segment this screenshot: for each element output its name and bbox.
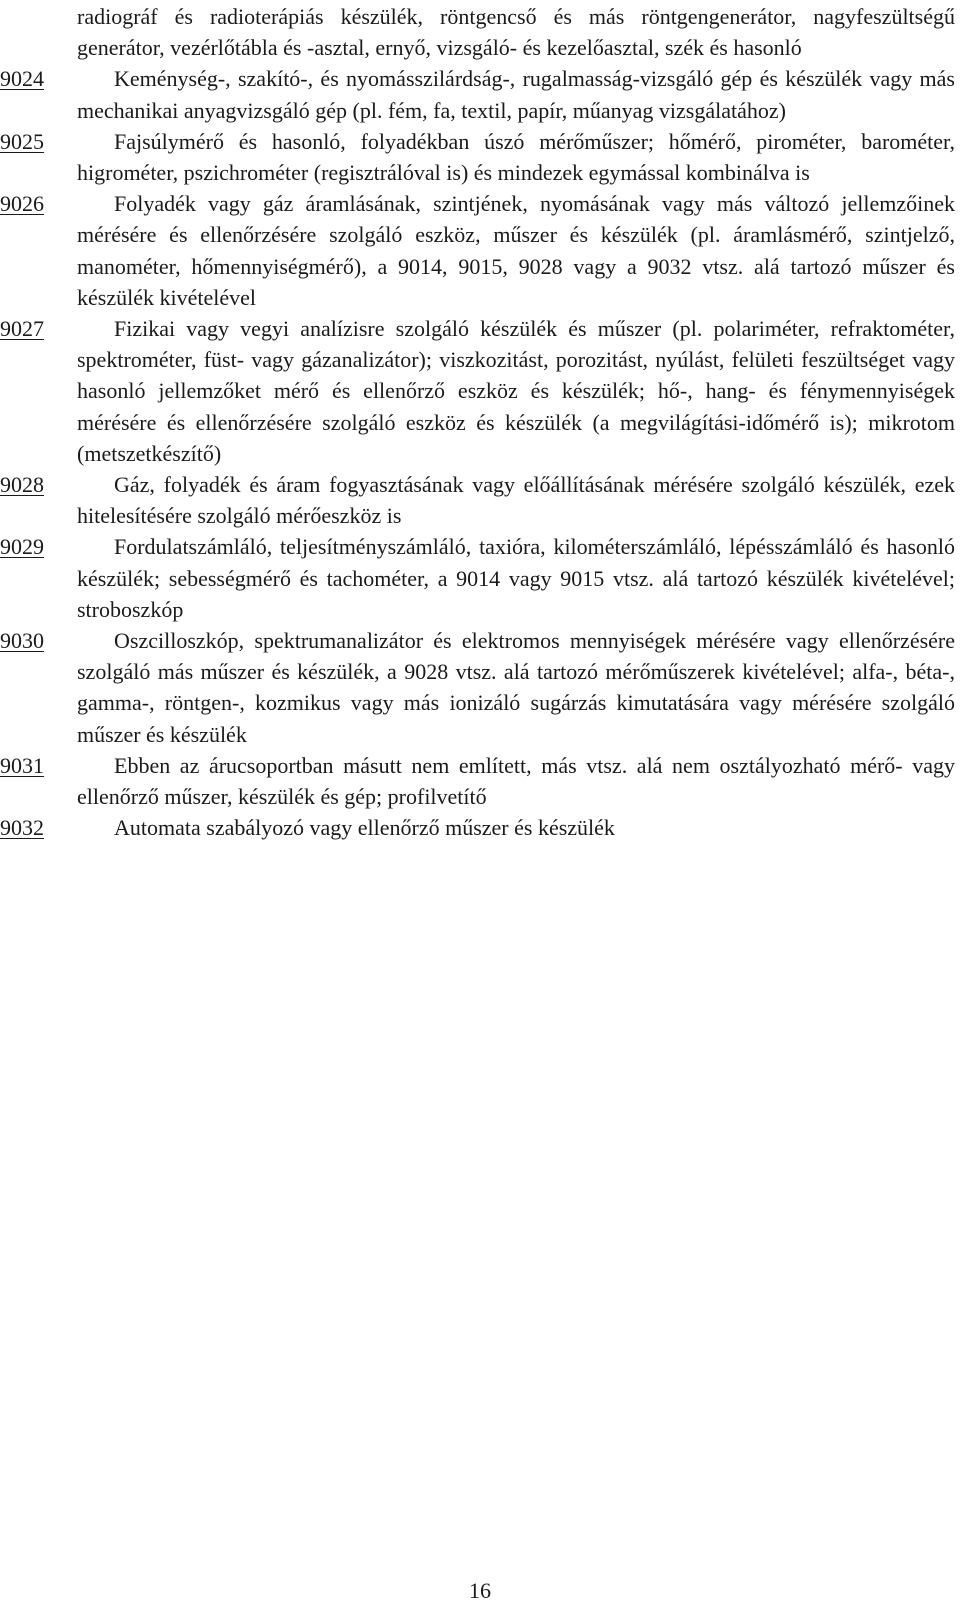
page-number: 16 [469, 1578, 491, 1603]
entry-9030 [0, 625, 960, 750]
tariff-code: 9026 [0, 191, 44, 217]
tariff-code: 9027 [0, 316, 44, 342]
tariff-description: Automata szabályozó vagy ellenőrző műszer és készülék [114, 815, 615, 841]
tariff-description: Gáz, folyadék és áram fogyasztásának vagy előállításának mérésére szolgáló készülék, ezek hitelesítésére szolgáló mérőeszköz is [77, 472, 955, 529]
tariff-code: 9030 [0, 628, 44, 654]
tariff-description: Fizikai vagy vegyi analízisre szolgáló készülék és műszer (pl. polariméter, refraktométer, spektrométer, füst- vagy gázanalizátor); viszkozitást, porozitást, nyúlást, felületi feszültséget vagy hasonló jellemzőket mérő és ellenőrző eszköz és készülék; hő-, hang- és fénymennyiségek mérésére és ellenőrzésére szolgáló eszköz és készülék (a megvilágítási-időmérő is); mikrotom (metszetkészítő) [77, 316, 955, 466]
entry-9025 [0, 126, 960, 188]
entry-9032 [0, 812, 960, 843]
tariff-description: Oszcilloszkóp, spektrumanalizátor és elektromos mennyiségek mérésére vagy ellenőrzésére szolgáló más műszer és készülék, a 9028 vtsz. alá tartozó mérőműszerek kivételével; alfa-, béta-, gamma-, röntgen-, kozmikus vagy más ionizáló sugárzás kimutatására vagy mérésére szolgáló műszer és készülék [77, 628, 955, 747]
tariff-description: Fordulatszámláló, teljesítményszámláló, taxióra, kilométerszámláló, lépésszámláló és hasonló készülék; sebességmérő és tachométer, a 9014 vagy 9015 vtsz. alá tartozó készülék kivételével; stroboszkóp [77, 534, 955, 622]
tariff-description: Ebben az árucsoportban másutt nem említett, más vtsz. alá nem osztályozható mérő- vagy ellenőrző műszer, készülék és gép; profilvetítő [77, 752, 955, 810]
tariff-description: Fajsúlymérő és hasonló, folyadékban úszó mérőműszer; hőmérő, pirométer, barométer, higrométer, pszichrométer (regisztrálóval is) és mindezek egymással kombinálva is [77, 128, 955, 186]
continuation-entry [0, 1, 960, 63]
tariff-code-list [0, 1, 960, 843]
entry-9024 [0, 63, 960, 125]
tariff-code: 9029 [0, 534, 44, 560]
tariff-code: 9032 [0, 815, 44, 841]
entry-9028 [0, 469, 960, 531]
entry-9031 [0, 750, 960, 812]
entry-9027 [0, 313, 960, 469]
tariff-description: Keménység-, szakító-, és nyomásszilárdság-, rugalmasság-vizsgáló gép és készülék vagy más mechanikai anyagvizsgáló gép (pl. fém, fa, textil, papír, műanyag vizsgálatához) [77, 66, 955, 123]
tariff-code: 9031 [0, 752, 44, 778]
tariff-description: Folyadék vagy gáz áramlásának, szintjének, nyomásának vagy más változó jellemzőinek mérésére és ellenőrzésére szolgáló eszköz, műszer és készülék (pl. áramlásmérő, szintjelző, manométer, hőmennyiségmérő), a 9014, 9015, 9028 vagy a 9032 vtsz. alá tartozó műszer és készülék kivételével [77, 191, 955, 310]
entry-9029 [0, 531, 960, 625]
tariff-code: 9025 [0, 128, 44, 154]
continuation-text: radiográf és radioterápiás készülék, röntgencső és más röntgengenerátor, nagyfeszültségű generátor, vezérlőtábla és -asztal, ernyő, vizsgáló- és kezelőasztal, szék és hasonló [77, 4, 955, 61]
tariff-code: 9024 [0, 66, 44, 92]
entry-9026 [0, 188, 960, 313]
tariff-code: 9028 [0, 472, 44, 498]
